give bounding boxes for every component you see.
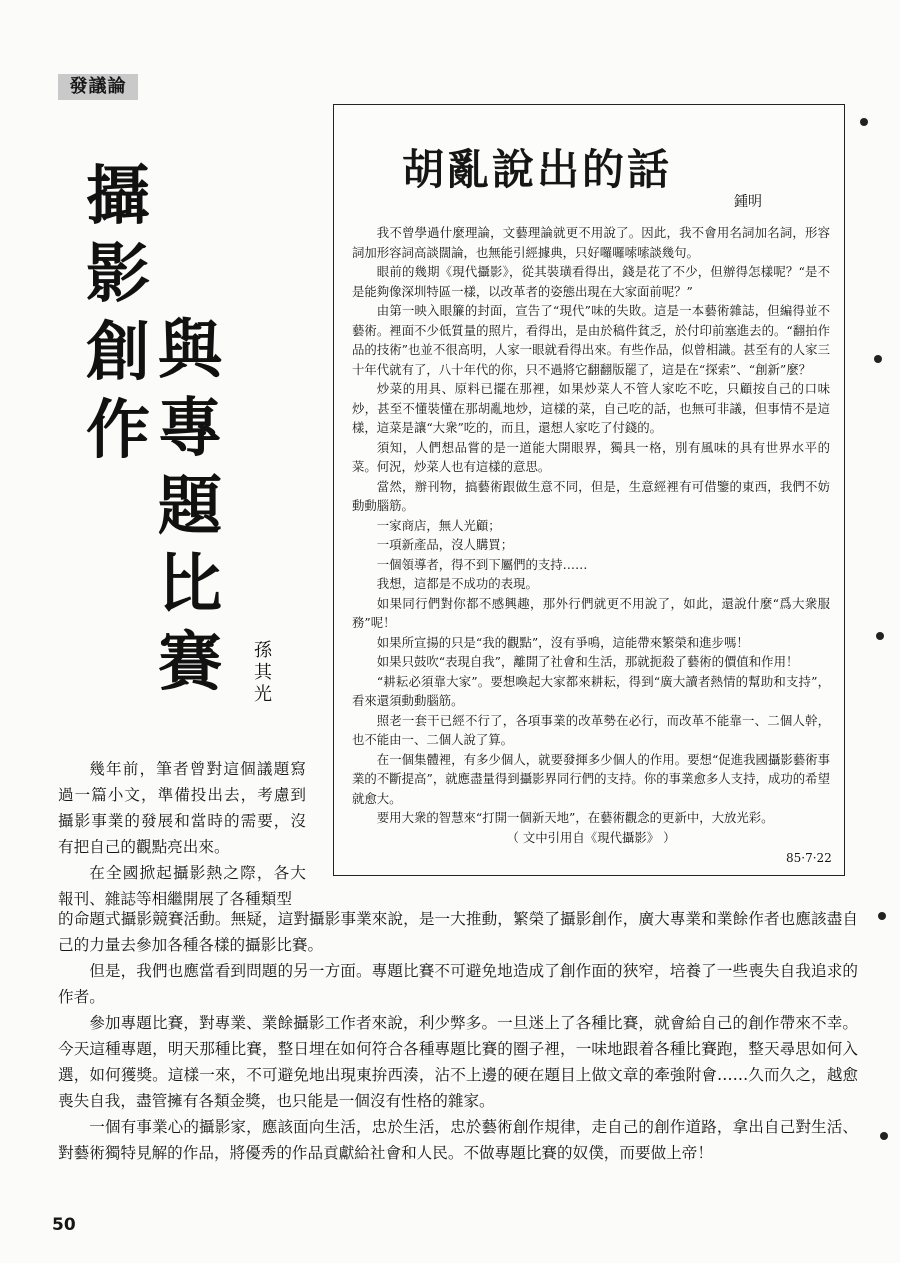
body-paragraph: 幾年前，筆者曾對這個議題寫過一篇小文，準備投出去，考慮到攝影事業的發展和當時的需要，沒有把自己的觀點亮出來。 [58, 760, 306, 856]
title-char: 影 [86, 238, 150, 312]
sidebar-paragraph: 當然，辦刊物，搞藝術跟做生意不同，但是，生意經裡有可借鑒的東西，我們不妨動動腦筋。 [352, 478, 830, 513]
sidebar-paragraph: 一個領導者，得不到下屬們的支持…… [376, 556, 588, 572]
title-char: 作 [86, 394, 150, 468]
section-tag: 發議論 [58, 74, 138, 100]
sidebar-paragraph: “耕耘必須靠大家”。要想喚起大家都來耕耘，得到“廣大讀者熱情的幫助和支持”，看來還須動動腦筋。 [352, 673, 830, 708]
sidebar-paragraph: 眼前的幾期《現代攝影》，從其裝璜看得出，錢是花了不少，但辦得怎樣呢？“是不是能夠像深圳特區一樣，以改革者的姿態出現在大家面前呢？” [352, 264, 830, 299]
author-char: 光 [254, 684, 272, 705]
sidebar-paragraph: 照老一套干已經不行了，各項事業的改革勢在必行，而改革不能靠一、二個人幹，也不能由一、二個人說了算。 [352, 712, 830, 747]
title-char: 題 [158, 470, 222, 544]
binding-hole-dot [860, 118, 868, 126]
sidebar-paragraph: 炒菜的用具、原料已擺在那裡，如果炒菜人不管人家吃不吃，只顧按自己的口味炒，甚至不懂裝懂在那胡亂地炒，這樣的菜，自己吃的話，也無可非議，但事情不是這樣，這菜是讓“大衆”吃的，而且，還想人家吃了付錢的。 [352, 381, 830, 435]
binding-hole-dot [874, 355, 882, 363]
sidebar-paragraph: 我想，這都是不成功的表現。 [376, 576, 538, 591]
sidebar-paragraph: 一家商店，無人光顧； [376, 517, 501, 533]
sidebar-box [333, 104, 845, 876]
title-char: 專 [158, 392, 222, 466]
body-paragraph: 一個有事業心的攝影家，應該面向生活，忠於生活，忠於藝術創作規律，走自己的創作道路，拿出自己對生活、對藝術獨特見解的作品，將優秀的作品貢獻給社會和人民。不做專題比賽的奴僕，而要做上帝！ [58, 1118, 858, 1162]
body-paragraph: 參加專題比賽，對專業、業餘攝影工作者來說，利少弊多。一旦迷上了各種比賽，就會給自己的創作帶來不幸。今天這種專題，明天那種比賽，整日埋在如何符合各種專題比賽的圈子裡，一味地跟着各種比賽跑，整天尋思如何入選，如何獲獎。這樣一來，不可避免地出現東拚西湊，沾不上邊的硬在題目上做文章的牽強附會……久而久之，越愈喪失自我，盡管擁有各類金獎，也只能是一個沒有性格的雜家。 [58, 1014, 858, 1110]
sidebar-text [352, 223, 830, 847]
sidebar-paragraph: 由第一映入眼簾的封面，宣告了“現代”味的失敗。這是一本藝術雜誌，但編得並不藝術。裡面不少低質量的照片，看得出，是由於稿件貧乏，於付印前塞進去的。“翻拍作品的技術”也並不很高明，人家一眼就看得出來。有些作品，似曾相識。甚至有的人家三十年代就有了，八十年代的你，只不過將它翻翻版罷了，這是在“探索”、“創新”麼？ [352, 303, 830, 377]
article-title-column-1 [78, 158, 158, 470]
binding-hole-dot [876, 632, 884, 640]
body-paragraph: 但是，我們也應當看到問題的另一方面。專題比賽不可避免地造成了創作面的狹窄，培養了一些喪失自我追求的作者。 [58, 962, 858, 1006]
article-title-column-2 [150, 312, 230, 702]
sidebar-paragraph: 在一個集體裡，有多少個人，就要發揮多少個人的作用。要想“促進我國攝影藝術事業的不斷提高”，就應盡量得到攝影界同行們的支持。你的事業愈多人支持，成功的希望就愈大。 [352, 751, 830, 806]
title-char: 賽 [158, 626, 222, 700]
page-number: 50 [52, 1215, 76, 1235]
sidebar-paragraph: 要用大衆的智慧來“打開一個新天地”，在藝術觀念的更新中，大放光彩。 [376, 810, 774, 825]
sidebar-paragraph: 我不曾學過什麼理論，文藝理論就更不用說了。因此，我不會用名詞加名詞，形容詞加形容詞高談闊論，也無能引經據典，只好囉囉嗦嗦談幾句。 [352, 225, 830, 260]
sidebar-paragraph: 如果所宣揚的只是“我的觀點”，沒有爭鳴，這能帶來繁榮和進步嗎！ [376, 634, 749, 650]
article-author [248, 640, 278, 706]
body-paragraph: 在全國掀起攝影熱之際，各大報刊、雜誌等相繼開展了各種類型 [58, 864, 306, 908]
author-char: 孫 [254, 640, 272, 661]
title-char: 攝 [86, 160, 150, 234]
sidebar-author: 鍾明 [734, 194, 762, 210]
sidebar-date: 85·7·22 [786, 851, 832, 865]
sidebar-title: 胡亂說出的話 [402, 145, 673, 194]
body-paragraph: 的命題式攝影競賽活動。無疑，這對攝影事業來說，是一大推動，繁榮了攝影創作，廣大專業和業餘作者也應該盡自己的力量去參加各種各樣的攝影比賽。 [58, 910, 858, 954]
title-char: 與 [158, 314, 222, 388]
binding-hole-dot [880, 1132, 888, 1140]
sidebar-paragraph: 如果只鼓吹“表現自我”，離開了社會和生活，那就扼殺了藝術的價值和作用！ [376, 654, 799, 669]
binding-hole-dot [878, 912, 886, 920]
main-text-wide [58, 906, 858, 1166]
title-char: 創 [86, 316, 150, 390]
sidebar-paragraph: 一項新產品，沒人購買； [376, 537, 514, 552]
author-char: 其 [254, 662, 272, 683]
sidebar-citation: （ 文中引用自《現代攝影》 ） [506, 829, 676, 845]
main-text-narrow [58, 756, 306, 912]
sidebar-paragraph: 如果同行們對你都不感興趣，那外行們就更不用說了，如此，還說什麼“爲大衆服務”呢！ [352, 595, 830, 630]
title-char: 比 [158, 548, 222, 622]
sidebar-paragraph: 須知，人們想品嘗的是一道能大開眼界，獨具一格，別有風味的具有世界水平的菜。何況，炒菜人也有這樣的意思。 [352, 439, 830, 474]
